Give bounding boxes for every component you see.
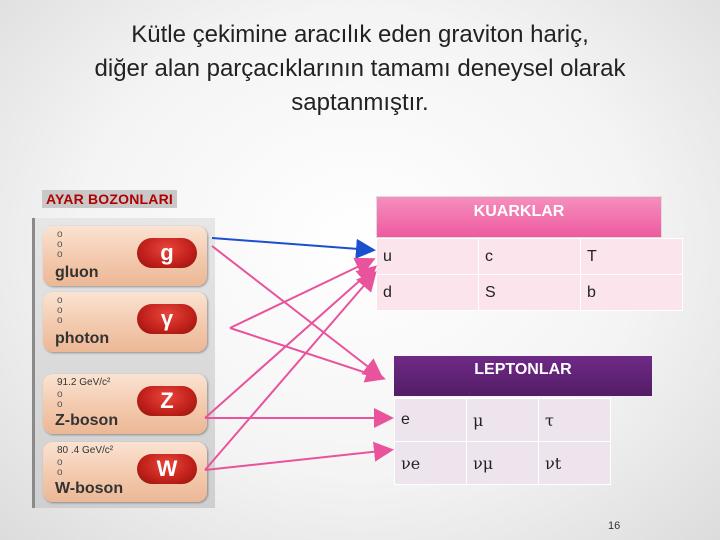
boson-name: W-boson bbox=[55, 480, 124, 497]
z-to-quarks-arrow bbox=[205, 268, 374, 418]
lepton-cell: μ bbox=[467, 399, 539, 442]
boson-symbol: Z bbox=[137, 386, 197, 416]
boson-symbol: W bbox=[137, 454, 197, 484]
gauge-bosons-label: AYAR BOZONLARI bbox=[42, 190, 177, 208]
quark-cell: S bbox=[479, 275, 581, 311]
boson-symbol: g bbox=[137, 238, 197, 268]
dots-icon: o o bbox=[57, 389, 63, 410]
lepton-cell: e bbox=[395, 399, 467, 442]
quarks-header: KUARKLAR bbox=[376, 196, 662, 238]
boson-name: gluon bbox=[55, 264, 99, 281]
boson-name: photon bbox=[55, 330, 110, 347]
dots-icon: o o bbox=[57, 457, 63, 478]
quark-cell: b bbox=[581, 275, 683, 311]
leptons-header: LEPTONLAR bbox=[394, 356, 652, 396]
lepton-cell: νe bbox=[395, 442, 467, 485]
boson-mass: 80 .4 GeV/c² bbox=[57, 445, 114, 456]
gluon-to-quarks-arrow bbox=[212, 238, 372, 250]
boson-mass: 91.2 GeV/c² bbox=[57, 377, 111, 388]
title-line-3: saptanmıştır. bbox=[291, 89, 429, 116]
gluon-to-leptons-arrow bbox=[212, 246, 380, 376]
page-number: 16 bbox=[608, 520, 621, 532]
dots-icon: o o o bbox=[57, 295, 63, 326]
lepton-cell: νt bbox=[539, 442, 611, 485]
boson-symbol: γ bbox=[137, 304, 197, 334]
quark-cell: d bbox=[377, 275, 479, 311]
w-to-leptons-arrow bbox=[205, 450, 390, 470]
photon-to-quarks-arrow bbox=[230, 260, 372, 328]
quark-cell: u bbox=[377, 239, 479, 275]
lepton-cell: τ bbox=[539, 399, 611, 442]
title-line-1: Kütle çekimine aracılık eden graviton hariç, bbox=[131, 21, 589, 48]
dots-icon: o o o bbox=[57, 229, 63, 260]
quark-cell: c bbox=[479, 239, 581, 275]
quark-cell: T bbox=[581, 239, 683, 275]
lepton-cell: νμ bbox=[467, 442, 539, 485]
w-to-quarks-arrow bbox=[205, 274, 374, 470]
title-line-2: diğer alan parçacıklarının tamamı deneysel olarak bbox=[94, 55, 626, 82]
boson-name: Z-boson bbox=[55, 412, 119, 429]
